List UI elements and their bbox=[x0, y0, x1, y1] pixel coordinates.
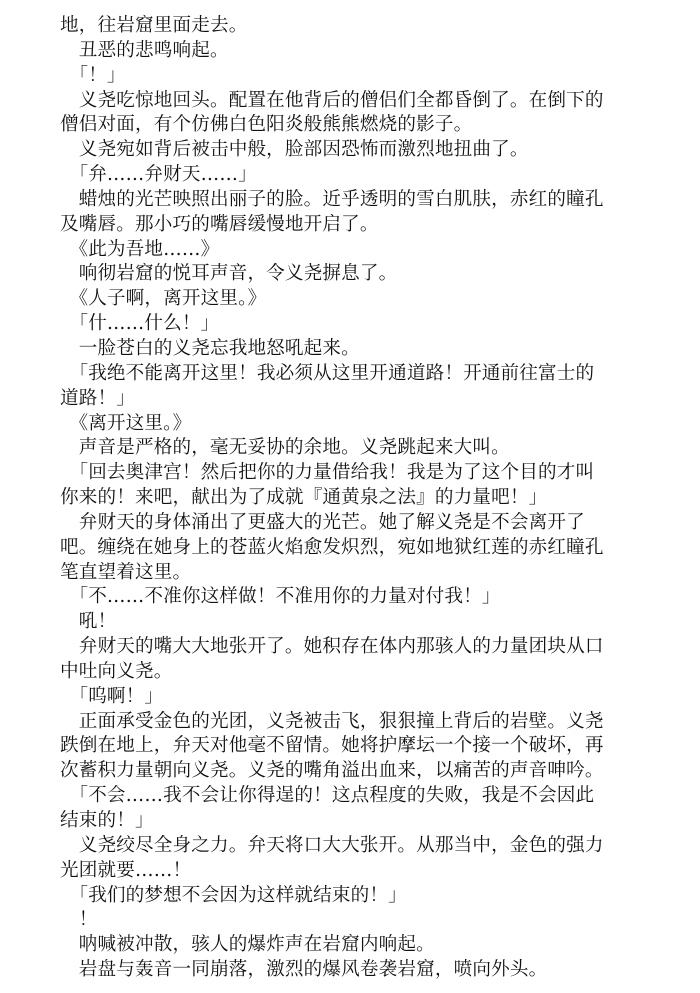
text-line: 「不会……我不会让你得逞的！这点程度的失败，我是不会因此 bbox=[60, 785, 595, 807]
text-line: 你来的！来吧，献出为了成就『通黄泉之法』的力量吧！」 bbox=[60, 487, 548, 509]
text-line: 「什……什么！」 bbox=[60, 313, 220, 335]
text-line: 蜡烛的光芒映照出丽子的脸。近乎透明的雪白肌肤，赤红的瞳孔 bbox=[60, 188, 604, 210]
text-line: 岩盘与轰音一同崩落，激烈的爆风卷袭岩窟，喷向外头。 bbox=[60, 959, 548, 981]
text-line: 「我绝不能离开这里！我必须从这里开通道路！开通前往富士的 bbox=[60, 362, 595, 384]
text-line: 及嘴唇。那小巧的嘴唇缓慢地开启了。 bbox=[60, 213, 379, 235]
text-line: 「我们的梦想不会因为这样就结束的！」 bbox=[60, 884, 407, 906]
text-line: 道路！」 bbox=[60, 387, 135, 409]
text-line: 弁财天的身体涌出了更盛大的光芒。她了解义尧是不会离开了 bbox=[60, 511, 585, 533]
text-line: 一脸苍白的义尧忘我地怒吼起来。 bbox=[60, 337, 360, 359]
text-line: 吼！ bbox=[60, 611, 117, 633]
text-line: 光团就要……！ bbox=[60, 859, 192, 881]
text-line: 弁财天的嘴大大地张开了。她积存在体内那骇人的力量团块从口 bbox=[60, 636, 604, 658]
text-line: 《此为吾地……》 bbox=[60, 238, 220, 260]
text-line: 吧。缠绕在她身上的苍蓝火焰愈发炽烈，宛如地狱红莲的赤红瞳孔 bbox=[60, 536, 604, 558]
text-line: 地，往岩窟里面走去。 bbox=[60, 15, 248, 36]
text-line: 中吐向义尧。 bbox=[60, 660, 173, 682]
text-line: 丑恶的悲鸣响起。 bbox=[60, 39, 229, 61]
text-line: 正面承受金色的光团，义尧被击飞，狠狠撞上背后的岩壁。义尧 bbox=[60, 710, 604, 732]
text-line: 呐喊被冲散，骇人的爆炸声在岩窟内响起。 bbox=[60, 934, 435, 956]
text-line: 响彻岩窟的悦耳声音，令义尧摒息了。 bbox=[60, 263, 398, 285]
text-line: ！ bbox=[60, 909, 98, 931]
text-line: 《离开这里。》 bbox=[60, 412, 192, 434]
text-line: 跌倒在地上，弁天对他毫不留情。她将护摩坛一个接一个破坏，再 bbox=[60, 735, 604, 757]
text-line: 「弁……弁财天……」 bbox=[60, 164, 257, 186]
text-line: 笔直望着这里。 bbox=[60, 561, 192, 583]
text-line: 义尧吃惊地回头。配置在他背后的僧侣们全都昏倒了。在倒下的 bbox=[60, 89, 604, 111]
text-line: 「不……不准你这样做！不准用你的力量对付我！」 bbox=[60, 586, 501, 608]
text-line: 僧侣对面，有个仿佛白色阳炎般熊熊燃烧的影子。 bbox=[60, 114, 473, 136]
text-line: 「呜啊！」 bbox=[60, 685, 164, 707]
text-line: 「回去奥津宫！然后把你的力量借给我！我是为了这个目的才叫 bbox=[60, 462, 595, 484]
text-line: 次蓄积力量朝向义尧。义尧的嘴角溢出血来，以痛苦的声音呻吟。 bbox=[60, 760, 604, 782]
text-line: 结束的！」 bbox=[60, 810, 154, 831]
text-line: 《人子啊，离开这里。》 bbox=[60, 288, 267, 310]
text-line: 声音是严格的，毫无妥协的余地。义尧跳起来大叫。 bbox=[60, 437, 510, 459]
text-line: 「！」 bbox=[60, 64, 126, 86]
text-line: 义尧宛如背后被击中般，脸部因恐怖而激烈地扭曲了。 bbox=[60, 139, 529, 161]
text-line: 义尧绞尽全身之力。弁天将口大大张开。从那当中，金色的强力 bbox=[60, 834, 604, 856]
